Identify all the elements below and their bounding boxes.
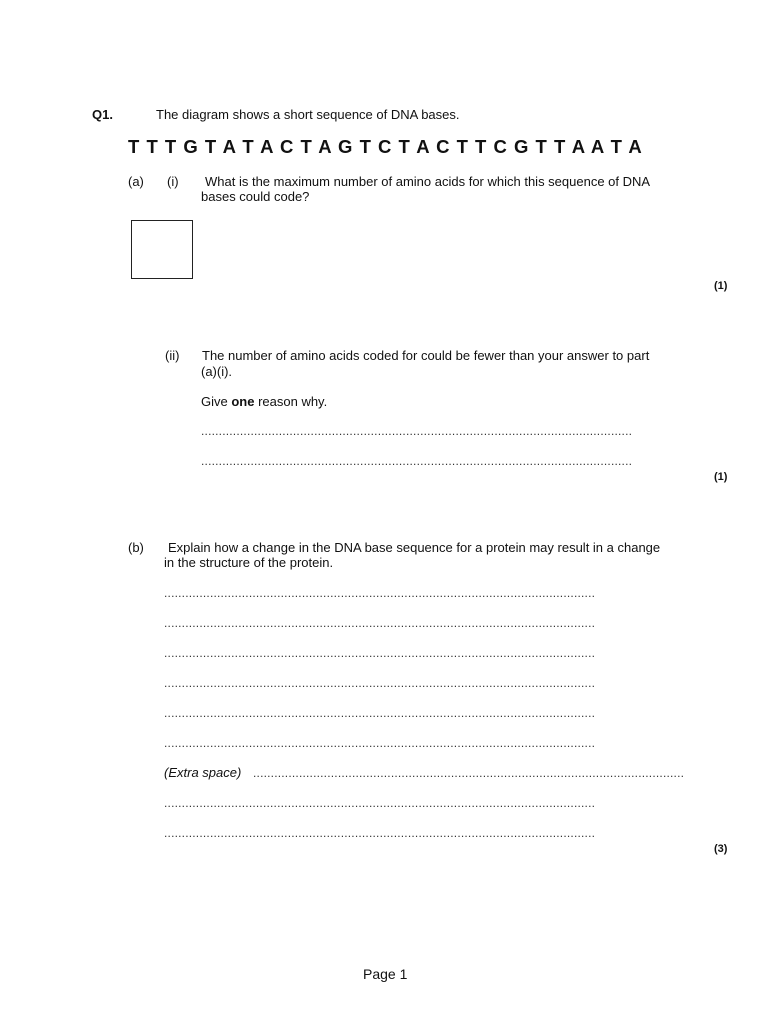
answer-line-b-3[interactable]: ..........................................................................................................................: [164, 646, 596, 660]
part-a-ii-instruction: [201, 394, 327, 409]
give-bold-one: one: [231, 394, 255, 409]
answer-line-b-extra-1[interactable]: ..........................................................................................................................: [253, 766, 685, 780]
answer-box[interactable]: [131, 220, 193, 279]
marks-a-ii: (1): [714, 471, 728, 483]
page-number: Page 1: [363, 966, 408, 982]
answer-line-a-ii-2[interactable]: ..........................................................................................................................: [201, 454, 633, 468]
answer-line-b-5[interactable]: ..........................................................................................................................: [164, 706, 596, 720]
marks-b: (3): [714, 843, 728, 855]
answer-line-b-4[interactable]: ..........................................................................................................................: [164, 676, 596, 690]
part-b-text-line2: in the structure of the protein.: [164, 555, 334, 570]
part-a-ii-text-line1: The number of amino acids coded for could be fewer than your answer to part: [202, 348, 650, 363]
question-intro: The diagram shows a short sequence of DNA bases.: [156, 107, 460, 122]
answer-line-b-2[interactable]: ..........................................................................................................................: [164, 616, 596, 630]
answer-line-a-ii-1[interactable]: ..........................................................................................................................: [201, 424, 633, 438]
part-a-label: (a): [128, 174, 144, 189]
part-b-label: (b): [128, 540, 144, 555]
part-a-ii-text-line2: (a)(i).: [201, 364, 233, 379]
answer-line-b-extra-3[interactable]: ..........................................................................................................................: [164, 826, 596, 840]
extra-space-label: (Extra space): [164, 765, 242, 780]
marks-a-i: (1): [714, 280, 728, 292]
part-a-ii-label: (ii): [165, 348, 180, 363]
give-prefix: Give: [201, 394, 232, 409]
part-a-i-label: (i): [167, 174, 179, 189]
part-b-text-line1: Explain how a change in the DNA base sequence for a protein may result in a change: [168, 540, 661, 555]
give-suffix: reason why.: [254, 394, 328, 409]
answer-line-b-6[interactable]: ..........................................................................................................................: [164, 736, 596, 750]
question-number: Q1.: [92, 107, 113, 122]
part-a-i-text-line2: bases could code?: [201, 189, 310, 204]
part-a-i-text-line1: What is the maximum number of amino acids for which this sequence of DNA: [205, 174, 651, 189]
dna-sequence: T T T G T A T A C T A G T C T A C T T C G T T A A T A: [128, 136, 643, 157]
answer-line-b-extra-2[interactable]: ..........................................................................................................................: [164, 796, 596, 810]
answer-line-b-1[interactable]: ..........................................................................................................................: [164, 586, 596, 600]
